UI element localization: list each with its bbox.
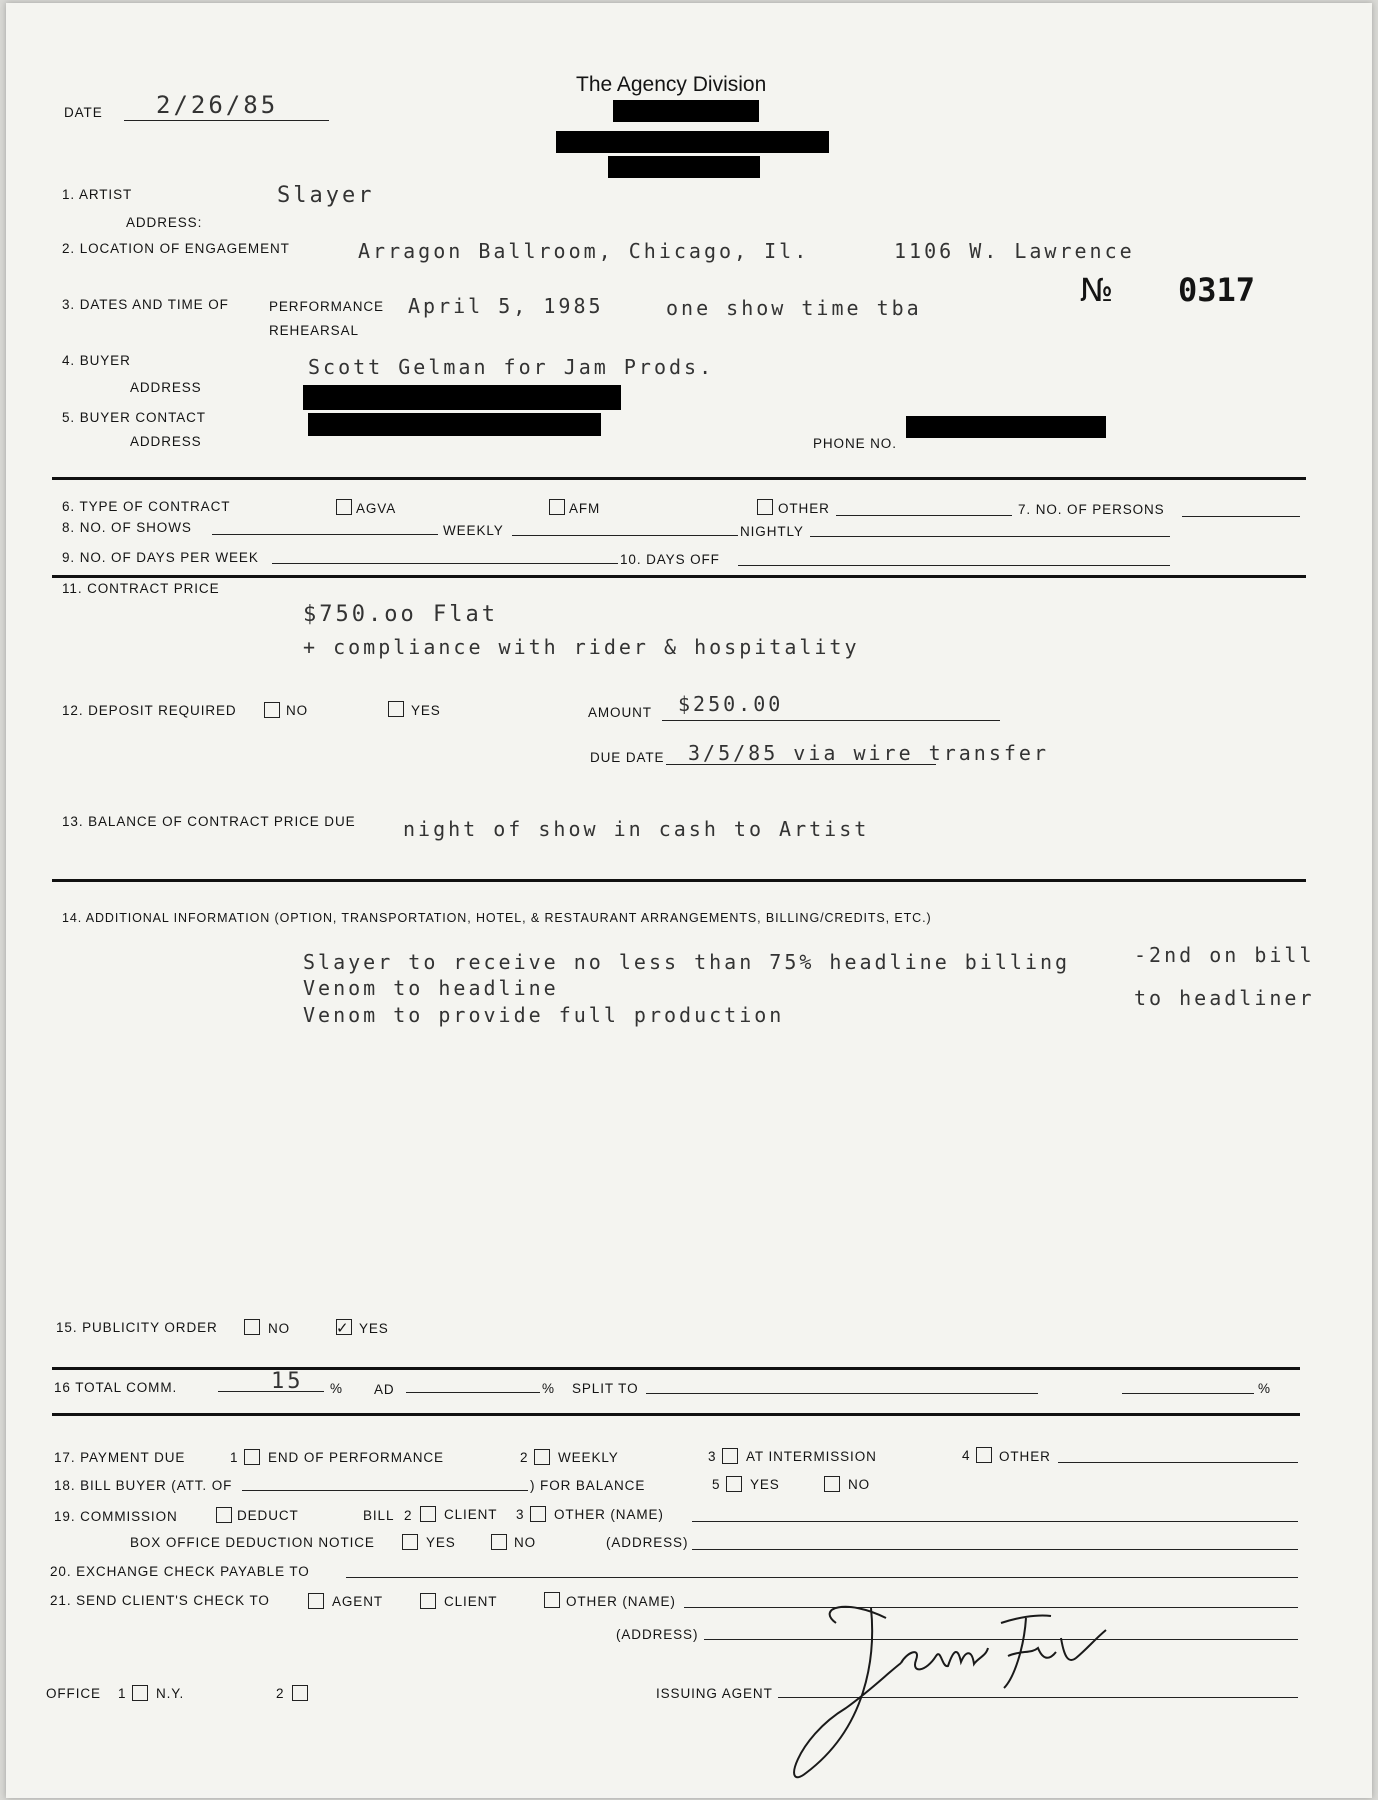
box-office-no-checkbox[interactable] xyxy=(491,1534,507,1550)
total-comm-underline xyxy=(218,1391,324,1392)
date-underline xyxy=(124,120,329,121)
at-intermission-label: AT INTERMISSION xyxy=(746,1449,877,1464)
days-per-week-label: 9. NO. OF DAYS PER WEEK xyxy=(62,550,259,565)
bill-yes-checkbox[interactable] xyxy=(726,1476,742,1492)
location-address: 1106 W. Lawrence xyxy=(894,239,1135,263)
redacted-buyer-address xyxy=(303,385,621,410)
deposit-yes-checkbox[interactable] xyxy=(388,701,404,717)
bill-other-label: OTHER (NAME) xyxy=(554,1507,664,1522)
redacted-address-line-3 xyxy=(608,156,760,178)
shows-label: 8. NO. OF SHOWS xyxy=(62,520,192,535)
divider xyxy=(52,1413,1300,1416)
shows-underline xyxy=(212,534,438,535)
office-2-num: 2 xyxy=(276,1686,285,1701)
deposit-no-label: NO xyxy=(286,703,309,718)
redacted-phone xyxy=(906,416,1106,438)
bill-client-num: 2 xyxy=(404,1508,413,1523)
total-comm-label: 16 TOTAL COMM. xyxy=(54,1380,178,1395)
due-date-value: 3/5/85 via wire transfer xyxy=(688,741,1049,765)
payment-due-label: 17. PAYMENT DUE xyxy=(54,1450,186,1465)
bill-other-underline xyxy=(692,1521,1298,1522)
for-balance-label: ) FOR BALANCE xyxy=(530,1478,646,1493)
payment-opt3-num: 3 xyxy=(708,1449,717,1464)
persons-label: 7. NO. OF PERSONS xyxy=(1018,502,1165,517)
deposit-label: 12. DEPOSIT REQUIRED xyxy=(62,703,237,718)
send-check-label: 21. SEND CLIENT'S CHECK TO xyxy=(50,1593,270,1608)
deposit-no-checkbox[interactable] xyxy=(264,702,280,718)
office-1-num: 1 xyxy=(118,1686,127,1701)
agva-label: AGVA xyxy=(356,501,397,516)
performance-time: one show time tba xyxy=(666,296,922,320)
office-ny-checkbox[interactable] xyxy=(132,1685,148,1701)
split-to-underline xyxy=(646,1393,1038,1394)
additional-info-label: 14. ADDITIONAL INFORMATION (OPTION, TRANSPORTATION, HOTEL, & RESTAURANT ARRANGEMENTS, BILLING/CREDITS, ETC.) xyxy=(62,911,932,925)
split-percent: % xyxy=(1258,1381,1271,1396)
due-date-underline xyxy=(666,764,936,765)
bill-other-checkbox[interactable] xyxy=(530,1506,546,1522)
balance-label: 13. BALANCE OF CONTRACT PRICE DUE xyxy=(62,814,356,829)
send-client-label: CLIENT xyxy=(444,1594,498,1609)
location-value: Arragon Ballroom, Chicago, Il. xyxy=(358,239,810,263)
additional-info-line-3: Venom to provide full production xyxy=(303,1003,785,1027)
other-underline xyxy=(836,515,1012,516)
redacted-buyer-contact xyxy=(308,413,601,436)
contract-price-line-2: + compliance with rider & hospitality xyxy=(303,635,860,659)
contract-price-line-1: $750.oo Flat xyxy=(303,602,498,627)
weekly-underline xyxy=(512,535,738,536)
divider xyxy=(52,575,1306,578)
agva-checkbox[interactable] xyxy=(336,499,352,515)
persons-underline xyxy=(1182,516,1300,517)
dates-label: 3. DATES AND TIME OF xyxy=(62,297,229,312)
box-office-yes-checkbox[interactable] xyxy=(402,1534,418,1550)
ad-label: AD xyxy=(374,1382,395,1397)
office-label: OFFICE xyxy=(46,1686,101,1701)
payment-other-checkbox[interactable] xyxy=(976,1447,992,1463)
at-intermission-checkbox[interactable] xyxy=(722,1448,738,1464)
box-office-yes-label: YES xyxy=(426,1535,456,1550)
buyer-value: Scott Gelman for Jam Prods. xyxy=(308,355,715,379)
days-off-label: 10. DAYS OFF xyxy=(620,552,720,567)
bill-client-checkbox[interactable] xyxy=(420,1506,436,1522)
exchange-check-label: 20. EXCHANGE CHECK PAYABLE TO xyxy=(50,1564,310,1579)
other-checkbox[interactable] xyxy=(757,499,773,515)
payment-other-underline xyxy=(1058,1462,1298,1463)
contract-number-prefix: № xyxy=(1080,271,1114,309)
balance-value: night of show in cash to Artist xyxy=(403,817,870,841)
weekly-payment-label: WEEKLY xyxy=(558,1450,619,1465)
additional-info-line-2: Venom to headline xyxy=(303,976,559,1000)
commission-label: 19. COMMISSION xyxy=(54,1509,178,1524)
signature xyxy=(776,1578,1176,1798)
deduct-label: DEDUCT xyxy=(237,1508,299,1523)
total-comm-value: 15 xyxy=(271,1369,304,1394)
due-date-label: DUE DATE xyxy=(590,750,665,765)
additional-info-note-2: to headliner xyxy=(1134,986,1315,1010)
additional-info-line-1: Slayer to receive no less than 75% headline billing xyxy=(303,950,1071,974)
artist-address-label: ADDRESS: xyxy=(126,215,203,230)
publicity-yes-checkmark: ✓ xyxy=(336,1319,349,1337)
weekly-checkbox[interactable] xyxy=(534,1449,550,1465)
contract-type-label: 6. TYPE OF CONTRACT xyxy=(62,499,231,514)
bill-buyer-underline xyxy=(242,1490,528,1491)
bill-yes-label: YES xyxy=(750,1477,780,1492)
bill-no-checkbox[interactable] xyxy=(824,1476,840,1492)
box-office-label: BOX OFFICE DEDUCTION NOTICE xyxy=(130,1535,375,1550)
weekly-label: WEEKLY xyxy=(443,523,504,538)
additional-info-note-1: -2nd on bill xyxy=(1134,943,1315,967)
split-to-label: SPLIT TO xyxy=(572,1381,639,1396)
amount-label: AMOUNT xyxy=(588,705,652,720)
bill-label: BILL xyxy=(363,1508,395,1523)
agency-name: The Agency Division xyxy=(576,73,767,96)
performance-label: PERFORMANCE xyxy=(269,299,384,314)
performance-date: April 5, 1985 xyxy=(408,294,604,318)
artist-value: Slayer xyxy=(277,183,375,208)
artist-label: 1. ARTIST xyxy=(62,187,133,202)
end-of-performance-checkbox[interactable] xyxy=(244,1449,260,1465)
contract-form xyxy=(6,3,1372,1798)
nightly-underline xyxy=(810,536,1170,537)
send-other-label: OTHER (NAME) xyxy=(566,1594,676,1609)
divider xyxy=(52,477,1306,480)
box-office-address-label: (ADDRESS) xyxy=(606,1535,689,1550)
end-of-performance-label: END OF PERFORMANCE xyxy=(268,1450,444,1465)
redacted-address-line-1 xyxy=(613,100,759,122)
payment-opt1-num: 1 xyxy=(230,1450,239,1465)
other-label: OTHER xyxy=(778,501,830,516)
total-comm-percent: % xyxy=(330,1381,343,1396)
bill-other-num: 3 xyxy=(516,1507,525,1522)
payment-other-label: OTHER xyxy=(999,1449,1051,1464)
nightly-label: NIGHTLY xyxy=(740,524,804,539)
buyer-contact-label: 5. BUYER CONTACT xyxy=(62,410,206,425)
publicity-label: 15. PUBLICITY ORDER xyxy=(56,1320,218,1335)
buyer-label: 4. BUYER xyxy=(62,353,131,368)
afm-label: AFM xyxy=(569,501,601,516)
bill-no-label: NO xyxy=(848,1477,871,1492)
bill-client-label: CLIENT xyxy=(444,1507,498,1522)
box-office-address-underline xyxy=(692,1549,1298,1550)
location-label: 2. LOCATION OF ENGAGEMENT xyxy=(62,241,290,256)
deposit-yes-label: YES xyxy=(411,703,441,718)
ad-underline xyxy=(406,1392,540,1393)
buyer-address-label: ADDRESS xyxy=(130,380,202,395)
publicity-no-label: NO xyxy=(268,1321,291,1336)
ad-percent: % xyxy=(542,1381,555,1396)
office-ny-label: N.Y. xyxy=(156,1686,185,1701)
date-label: DATE xyxy=(64,105,103,120)
send-address-label: (ADDRESS) xyxy=(616,1627,699,1642)
send-client-checkbox[interactable] xyxy=(420,1593,436,1609)
publicity-yes-label: YES xyxy=(359,1321,389,1336)
rehearsal-label: REHEARSAL xyxy=(269,323,359,338)
contact-address-label: ADDRESS xyxy=(130,434,202,449)
payment-opt2-num: 2 xyxy=(520,1450,529,1465)
issuing-agent-label: ISSUING AGENT xyxy=(656,1686,773,1701)
deduct-checkbox[interactable] xyxy=(216,1507,232,1523)
payment-opt4-num: 4 xyxy=(962,1448,971,1463)
office-2-checkbox[interactable] xyxy=(292,1685,308,1701)
contract-price-label: 11. CONTRACT PRICE xyxy=(62,581,220,596)
afm-checkbox[interactable] xyxy=(549,499,565,515)
days-per-week-underline xyxy=(272,563,618,564)
divider xyxy=(52,879,1306,882)
amount-underline xyxy=(662,720,1000,721)
contract-number: 0317 xyxy=(1178,271,1256,309)
send-other-checkbox[interactable] xyxy=(544,1592,560,1608)
split-percent-underline xyxy=(1122,1393,1254,1394)
divider xyxy=(52,1367,1300,1370)
amount-value: $250.00 xyxy=(678,692,784,716)
bill-yes-num: 5 xyxy=(712,1477,721,1492)
send-agent-label: AGENT xyxy=(332,1594,384,1609)
publicity-no-checkbox[interactable] xyxy=(244,1319,260,1335)
redacted-address-line-2 xyxy=(556,131,829,153)
date-value: 2/26/85 xyxy=(156,91,279,119)
send-agent-checkbox[interactable] xyxy=(308,1593,324,1609)
phone-label: PHONE NO. xyxy=(813,436,897,451)
bill-buyer-label: 18. BILL BUYER (ATT. OF xyxy=(54,1478,233,1493)
box-office-no-label: NO xyxy=(514,1535,537,1550)
days-off-underline xyxy=(738,565,1170,566)
